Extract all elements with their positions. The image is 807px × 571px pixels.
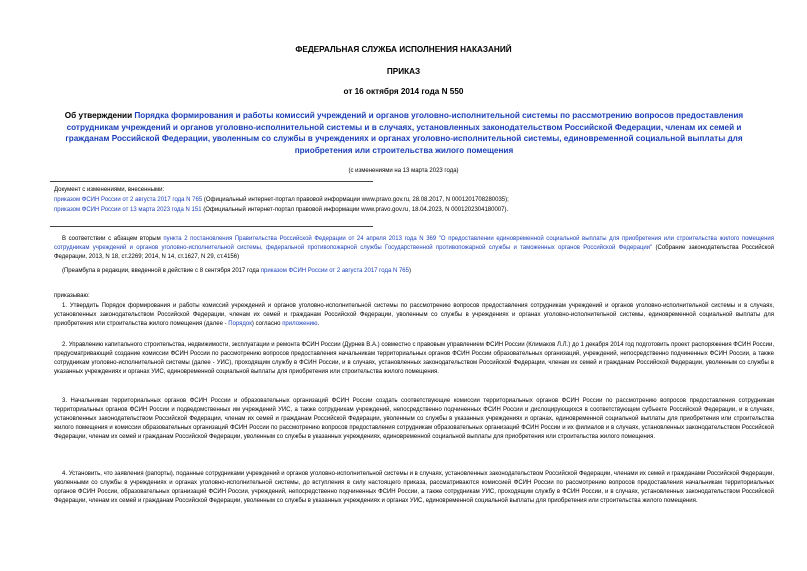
- preamble-amendment-link[interactable]: приказом ФСИН России от 2 августа 2017 года N 765: [260, 268, 409, 274]
- clause-2-text: 2. Управлению капитального строительства, недвижимости, эксплуатации и ремонта ФСИН России (Дурнев В.А.) совместно с правовым управлением ФСИН России (Климаков Л.Л.) до 1 декабря 2014 год подготовить проект распоряжения ФСИН России, предусматривающий создание комиссии ФСИН России по рассмотрению вопросов предоставления начальникам территориальных органов ФСИН России образовательных организаций, учреждений, непосредственно подчиненных ФСИН России, а также сотрудникам уголовно-исполнительной системы (далее - УИС), проходящим службу в ФСИН России, и в случаях, установленных законодательством Российской Федерации, членам их семей и гражданам Российской Федерации, уволенным со службы в указанных учреждениях и органах УИС, единовременной социальной выплаты для приобретения или строительства жилого помещения.: [54, 342, 774, 375]
- government-decree-link[interactable]: пункта 2 постановления Правительства Российской Федерации от 24 апреля 2013 года N 369 "О предоставлении единовременной социальной выплаты для приобретения или строительства жилого помещения сотрудникам учреждений и органов уголовно-исполнительной системы, федеральной противопожарной службы Государственной противопожарной службы и таможенных органов Российской Федерации": [54, 236, 775, 251]
- amendment-source-2023: (Официальный интернет-портал правовой информации www.pravo.gov.ru, 18.04.2023, N 0001202304180007).: [201, 207, 509, 213]
- divider-top: [50, 181, 373, 182]
- title-prefix: Об утверждении: [64, 111, 135, 120]
- preamble-text-end: (Собрание законодательства Российской Федерации, 2013, N 18, ст.2269; 2014, N 14, ст.1627, N 29, ст.4156): [54, 245, 775, 260]
- preamble-edition-text: (Преамбула в редакции, введенной в действие с 8 сентября 2017 года: [62, 268, 261, 274]
- amendment-link-2017[interactable]: приказом ФСИН России от 2 августа 2017 года N 765: [54, 197, 203, 203]
- clause-1: [54, 302, 774, 329]
- document-date-number: от 16 октября 2014 года N 550: [343, 87, 464, 96]
- agency-heading: ФЕДЕРАЛЬНАЯ СЛУЖБА ИСПОЛНЕНИЯ НАКАЗАНИЙ: [295, 45, 512, 54]
- document-title: [60, 110, 748, 156]
- clause-3-text: 3. Начальникам территориальных органов ФСИН России и образовательных организаций ФСИН России создать соответствующие комиссии территориальных органов ФСИН России по рассмотрению вопросов предоставления сотрудникам территориальных органов ФСИН России и подведомственных им учреждений УИС, а также сотрудникам учреждений, непосредственно подчиненных ФСИН России и дислоцирующихся в соответствующем субъекте Российской Федерации, и в случаях, установленных законодательством Российской Федерации, членам их семей и гражданам Российской Федерации, уволенным со службы в указанных учреждениях и органах, единовременной социальной выплаты для приобретения или строительства жилого помещения и комиссии образовательных организаций ФСИН России по рассмотрению вопросов предоставления сотрудникам образовательных организаций ФСИН России и их филиалов и в случаях, установленных законодательством Российской Федерации, членам их семей и гражданам Российской Федерации, уволенным со службы в указанных учреждениях, единовременной социальной выплаты для приобретения или строительства жилого помещения.: [54, 398, 774, 440]
- amendment-link-2023[interactable]: приказом ФСИН России от 13 марта 2023 года N 151: [54, 207, 202, 213]
- order-word: приказываю:: [54, 293, 90, 299]
- divider-bottom: [50, 226, 373, 227]
- clause-1-mid: ) согласно: [251, 321, 283, 327]
- clause-2: [54, 341, 774, 377]
- change-history: [54, 185, 774, 215]
- amendment-source-2017: (Официальный интернет-портал правовой информации www.pravo.gov.ru, 28.08.2017, N 0001201708280035);: [202, 197, 509, 203]
- appendix-link[interactable]: приложению: [282, 321, 318, 327]
- preamble-paragraph: [54, 235, 774, 262]
- change-history-entry: [54, 205, 774, 215]
- preamble-text-start: В соответствии с абзацем вторым: [62, 236, 164, 242]
- preamble-edition-note: [62, 267, 774, 276]
- procedure-link[interactable]: Порядок: [228, 321, 252, 327]
- clause-4-text: 4. Установить, что заявления (рапорты), поданные сотрудниками учреждений и органов уголовно-исполнительной системы и в случаях, установленных законодательством Российской Федерации, членами их семей и гражданами Российской Федерации, уволенными со службы в учреждениях и органах уголовно-исполнительной системы, до вступления в силу настоящего приказа, рассматриваются комиссией ФСИН России по рассмотрению вопросов предоставления начальникам территориальных органов ФСИН России, образовательных организаций ФСИН России, учреждений, непосредственно подчиненных ФСИН России, а также сотрудникам УИС, проходящим службу в ФСИН России, и в случаях, установленных законодательством Российской Федерации, членам их семей и гражданам Российской Федерации, уволенным со службы в указанных учреждениях и органах УИС, единовременной социальной выплаты для приобретения или строительства жилого помещения.: [54, 471, 774, 504]
- document-type-heading: ПРИКАЗ: [386, 67, 421, 76]
- change-history-entry: [54, 195, 774, 205]
- preamble-edition-close: ): [408, 268, 411, 274]
- clause-1-end: .: [317, 321, 320, 327]
- title-procedure-link[interactable]: Порядка формирования и работы комиссий учреждений и органов уголовно-исполнительной системы по рассмотрению вопросов предоставления сотрудникам учреждений и органов уголовно-исполнительной системы и в случаях, установленных законодательством Российской Федерации, членам их семей и гражданам Российской Федерации, уволенным со службы в учреждениях и органах уголовно-исполнительной системы, единовременной социальной выплаты для приобретения или строительства жилого помещения: [65, 111, 744, 155]
- clause-4: [54, 470, 774, 506]
- revision-note: (с изменениями на 13 марта 2023 года): [348, 168, 459, 174]
- change-history-intro: Документ с изменениями, внесенными:: [54, 187, 165, 193]
- clause-3: [54, 397, 774, 442]
- clause-1-text: 1. Утвердить Порядок формирования и работы комиссий учреждений и органов уголовно-исполнительной системы по рассмотрению вопросов предоставления сотрудникам учреждений и органов уголовно-исполнительной системы и в случаях, установленных законодательством Российской Федерации, членам их семей и гражданам Российской Федерации, уволенным со службы в учреждениях и органах уголовно-исполнительной системы, единовременной социальной выплаты для приобретения или строительства жилого помещения (далее -: [54, 303, 774, 327]
